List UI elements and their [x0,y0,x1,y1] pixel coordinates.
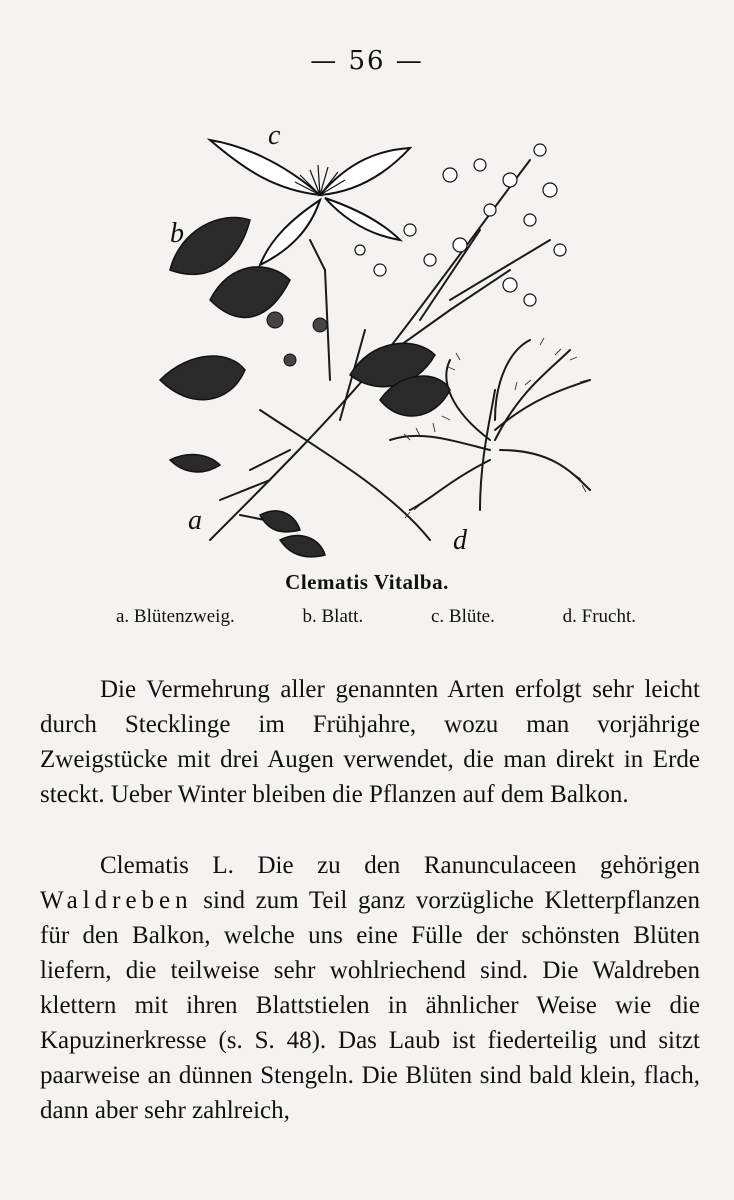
legend-item-d: d. Frucht. [562,606,636,627]
figure-label-a: a [188,505,202,536]
botanical-illustration [150,120,600,565]
legend-item-a: a. Blütenzweig. [116,606,235,627]
spaced-term: Waldreben [40,887,193,914]
legend-item-c: c. Blüte. [430,606,495,627]
figure-legend [116,606,636,628]
figure-label-b: b [170,218,184,249]
figure-caption-title: Clematis Vitalba. [285,570,449,594]
clematis-engraving [150,120,600,565]
genus-heading: Clematis L. [100,852,234,879]
paragraph-propagation: Die Vermehrung aller genannten Arten erfolgt sehr leicht durch Stecklinge im Frühjahre, wozu man vorjährige Zweigstücke mit drei Augen verwendet, die man direkt in Erde steckt. Ueber Winter bleiben die Pflanzen auf dem Balkon. [40,676,700,808]
figure-label-d: d [453,525,467,556]
figure-label-c: c [268,120,281,151]
paragraph-text-b: sind zum Teil ganz vorzügliche Kletterpflanzen für den Balkon, welche uns eine Fülle der schönsten Blüten liefern, die teilweise sehr wohlriechend sind. Die Waldreben klettern mit ihren Blattstielen in ähnlicher Weise wie die Kapuzinerkresse (s. S. 48). Das Laub ist fiederteilig und sitzt paarweise an dünnen Stengeln. Die Blüten sind bald klein, flach, dann aber sehr zahlreich, [40,887,700,1124]
paragraph-clematis [40,848,700,1128]
page-number: — 56 — [310,46,424,76]
legend-item-b: b. Blatt. [302,606,364,627]
paragraph-text-a: Die zu den Ranunculaceen gehörigen [233,852,701,879]
